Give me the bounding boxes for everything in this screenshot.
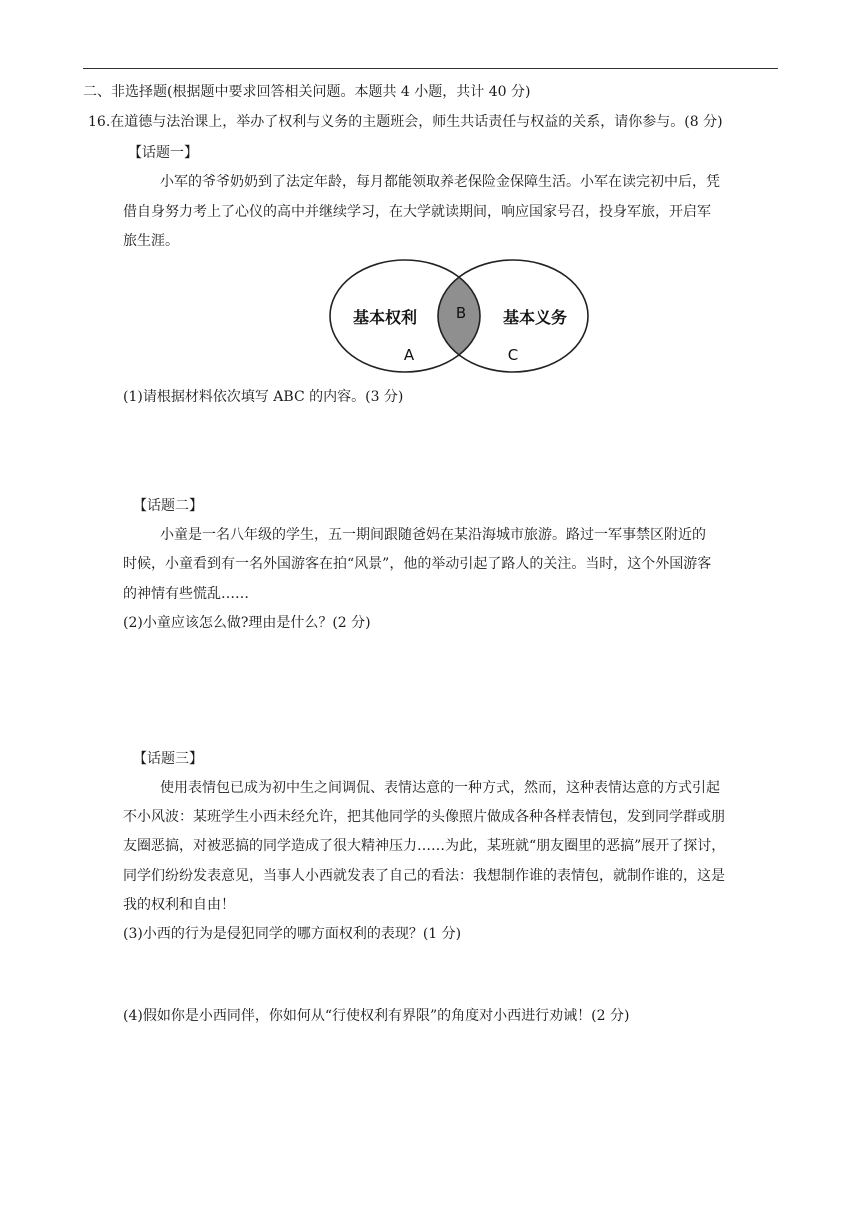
sub-question-3: (3)小西的行为是侵犯同学的哪方面权利的表现？(1 分) — [123, 926, 462, 942]
topic-2-paragraph-line-2: 时候，小童看到有一名外国游客在拍“风景”，他的举动引起了路人的关注。当时，这个外国游客 — [123, 556, 712, 572]
venn-letter-a: A — [403, 346, 415, 364]
topic-2-paragraph-line-1: 小童是一名八年级的学生，五一期间跟随爸妈在某沿海城市旅游。路过一军事禁区附近的 — [160, 527, 706, 543]
topic-3-paragraph-line-1: 使用表情包已成为初中生之间调侃、表情达意的一种方式，然而，这种表情达意的方式引起 — [160, 780, 720, 796]
topic-3-paragraph-line-4: 同学们纷纷发表意见，当事人小西就发表了自己的看法：我想制作谁的表情包，就制作谁的，这是 — [123, 868, 725, 884]
topic-3-paragraph-line-2: 不小风波：某班学生小西未经允许，把其他同学的头像照片做成各种各样表情包，发到同学群或朋 — [123, 809, 725, 825]
sub-question-1: (1)请根据材料依次填写 ABC 的内容。(3 分) — [123, 389, 404, 405]
topic-1-title: 【话题一】 — [128, 145, 198, 161]
rights-duties-venn-diagram — [327, 256, 591, 376]
section-heading: 二、非选择题(根据题中要求回答相关问题。本题共 4 小题，共计 40 分) — [83, 84, 531, 100]
topic-2-paragraph-line-3: 的神情有些慌乱…… — [123, 586, 249, 602]
question-16-stem: 16.在道德与法治课上，举办了权利与义务的主题班会，师生共话责任与权益的关系，请你参与。(8 分) — [88, 114, 723, 130]
topic-2-title: 【话题二】 — [133, 498, 203, 514]
topic-1-paragraph-line-3: 旅生涯。 — [123, 233, 179, 249]
venn-right-label: 基本义务 — [502, 308, 568, 327]
venn-center-letter-b: B — [455, 304, 467, 322]
topic-3-paragraph-line-3: 友圈恶搞，对被恶搞的同学造成了很大精神压力……为此，某班就“朋友圈里的恶搞”展开了探讨， — [123, 838, 726, 854]
topic-1-paragraph-line-2: 借自身努力考上了心仪的高中并继续学习，在大学就读期间，响应国家号召，投身军旅，开启军 — [123, 204, 711, 220]
topic-3-title: 【话题三】 — [133, 751, 203, 767]
venn-letter-c: C — [507, 346, 519, 364]
sub-question-2: (2)小童应该怎么做?理由是什么？(2 分) — [123, 615, 371, 631]
top-rule — [83, 68, 778, 69]
topic-3-paragraph-line-5: 我的权利和自由！ — [123, 897, 235, 913]
topic-1-paragraph-line-1: 小军的爷爷奶奶到了法定年龄，每月都能领取养老保险金保障生活。小军在读完初中后，凭 — [160, 174, 720, 190]
venn-left-label: 基本权利 — [352, 308, 418, 327]
sub-question-4: (4)假如你是小西同伴，你如何从“行使权利有界限”的角度对小西进行劝诫！(2 分) — [123, 1008, 630, 1024]
